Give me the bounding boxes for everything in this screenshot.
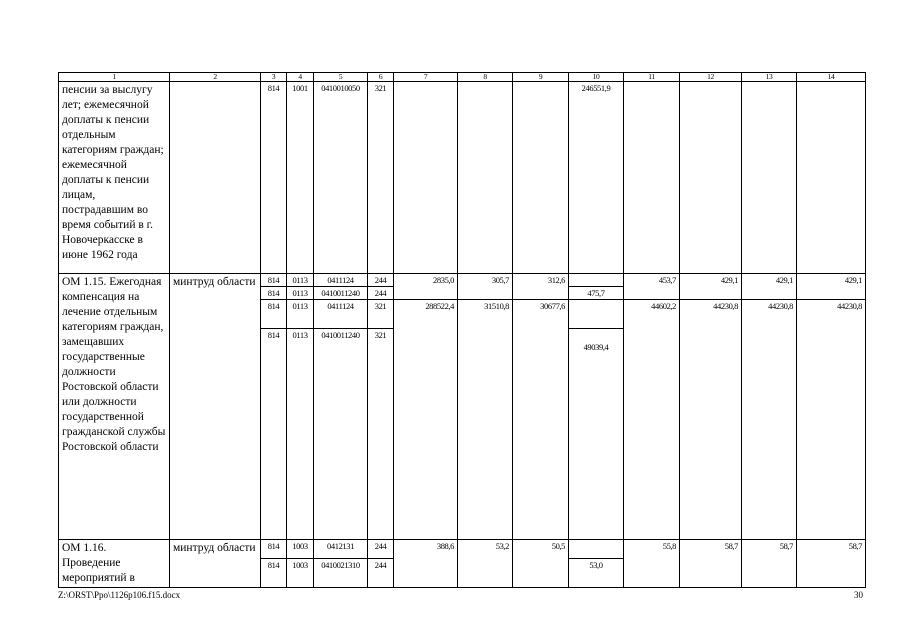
col-header: 11 [624, 73, 680, 82]
cell: 55,8 [624, 540, 680, 588]
cell: 58,7 [742, 540, 797, 588]
col-header: 14 [797, 73, 866, 82]
cell: 453,7 [624, 274, 680, 300]
cell-value: 49039,4 [583, 342, 609, 352]
cell [742, 82, 797, 274]
cell: 321 [368, 82, 394, 274]
cell: 0410021310 [314, 559, 368, 588]
cell: 814 [261, 300, 287, 329]
cell: 814 [261, 540, 287, 559]
cell: 321 [368, 300, 394, 329]
executor-cell: минтруд области [170, 540, 261, 588]
cell: 30677,6 [513, 300, 569, 540]
cell: 44602,2 [624, 300, 680, 540]
cell: 1003 [287, 540, 314, 559]
cell [569, 274, 624, 287]
footer-file-path: Z:\ORST\Ppo\1126p106.f15.docx [58, 590, 181, 600]
col-header: 10 [569, 73, 624, 82]
cell: 1001 [287, 82, 314, 274]
cell: 429,1 [742, 274, 797, 300]
cell: 0113 [287, 329, 314, 540]
col-header: 1 [59, 73, 170, 82]
cell [569, 329, 624, 540]
table-row [59, 540, 866, 559]
cell [680, 82, 742, 274]
cell: 312,6 [513, 274, 569, 300]
cell: 58,7 [680, 540, 742, 588]
col-header: 2 [170, 73, 261, 82]
cell: 246551,9 [569, 82, 624, 274]
cell: 429,1 [680, 274, 742, 300]
cell: 814 [261, 287, 287, 300]
measure-name: ОМ 1.16. Проведение мероприятий в [59, 540, 170, 588]
cell: 0113 [287, 287, 314, 300]
cell [394, 82, 458, 274]
cell: 44230,8 [742, 300, 797, 540]
cell: 814 [261, 329, 287, 540]
cell: 0410010050 [314, 82, 368, 274]
cell: 475,7 [569, 287, 624, 300]
cell: 44230,8 [680, 300, 742, 540]
col-header: 3 [261, 73, 287, 82]
table-row [59, 274, 866, 287]
col-header: 13 [742, 73, 797, 82]
cell: 244 [368, 274, 394, 287]
cell: 53,2 [458, 540, 513, 588]
col-header: 7 [394, 73, 458, 82]
cell: 58,7 [797, 540, 866, 588]
column-number-row [59, 73, 866, 82]
cell: 244 [368, 540, 394, 559]
cell [458, 82, 513, 274]
cell: 2835,0 [394, 274, 458, 300]
table-row [59, 82, 866, 274]
executor-cell [170, 82, 261, 274]
cell: 288522,4 [394, 300, 458, 540]
budget-table [58, 72, 866, 588]
col-header: 12 [680, 73, 742, 82]
cell: 321 [368, 329, 394, 540]
executor-cell: минтруд области [170, 274, 261, 540]
cell: 0113 [287, 274, 314, 287]
col-header: 5 [314, 73, 368, 82]
cell: 388,6 [394, 540, 458, 588]
measure-name: пенсии за выслугу лет; ежемесячной доплаты к пенсии отдельным категориям граждан; ежемесячной доплаты к пенсии лицам, пострадавшим во время событий в г. Новочеркасске в июне 1962 года [59, 82, 170, 274]
cell: 305,7 [458, 274, 513, 300]
col-header: 6 [368, 73, 394, 82]
cell: 1003 [287, 559, 314, 588]
cell: 50,5 [513, 540, 569, 588]
cell: 44230,8 [797, 300, 866, 540]
cell: 31510,8 [458, 300, 513, 540]
col-header: 8 [458, 73, 513, 82]
cell [513, 82, 569, 274]
cell: 814 [261, 559, 287, 588]
cell: 814 [261, 274, 287, 287]
page-number: 30 [854, 590, 863, 600]
cell: 244 [368, 287, 394, 300]
cell [569, 540, 624, 559]
cell [797, 82, 866, 274]
cell [624, 82, 680, 274]
cell [569, 300, 624, 329]
cell: 0410011240 [314, 287, 368, 300]
col-header: 4 [287, 73, 314, 82]
cell: 0410011240 [314, 329, 368, 540]
col-header: 9 [513, 73, 569, 82]
cell: 0412131 [314, 540, 368, 559]
cell: 0411124 [314, 300, 368, 329]
cell: 814 [261, 82, 287, 274]
cell: 0113 [287, 300, 314, 329]
measure-name: ОМ 1.15. Ежегодная компенсация на лечение отдельным категориям граждан, замещавших государственные должности Ростовской области или должности государственной гражданской службы Ростовской области [59, 274, 170, 540]
cell: 244 [368, 559, 394, 588]
cell: 429,1 [797, 274, 866, 300]
cell: 0411124 [314, 274, 368, 287]
cell: 53,0 [569, 559, 624, 588]
